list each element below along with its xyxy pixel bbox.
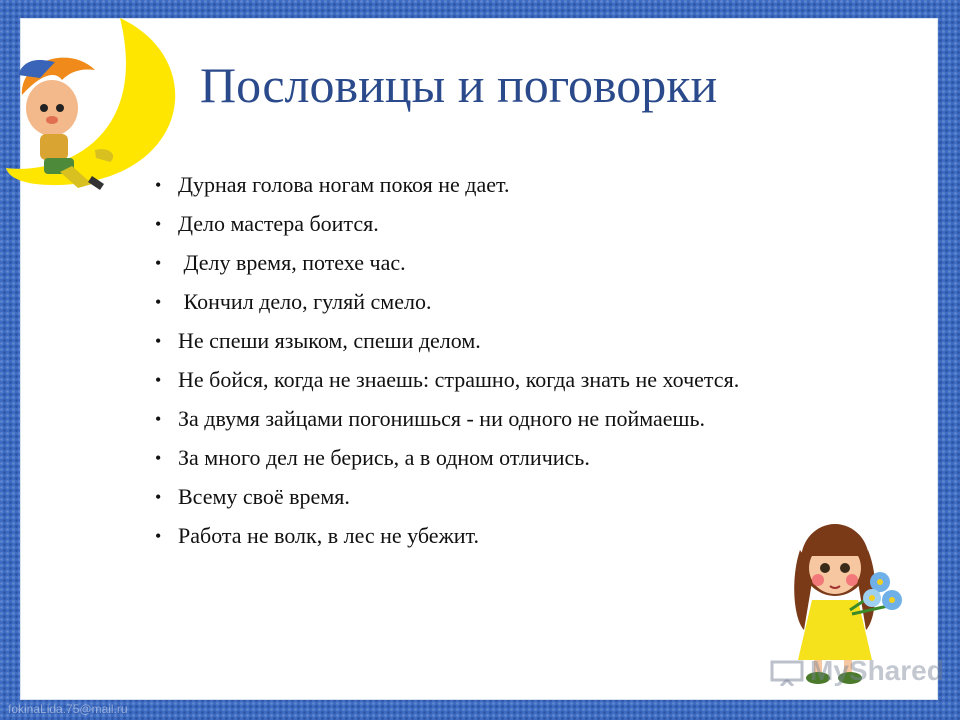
proverb-text: Не спеши языком, спеши делом. bbox=[178, 328, 481, 353]
proverb-text: Кончил дело, гуляй смело. bbox=[178, 289, 432, 314]
list-item bbox=[155, 406, 915, 432]
bullet-icon: • bbox=[155, 331, 162, 351]
bullet-icon: • bbox=[155, 175, 162, 195]
page-title: Пословицы и поговорки bbox=[200, 57, 718, 113]
proverb-text: За двумя зайцами погонишься - ни одного не поймаешь. bbox=[178, 406, 706, 431]
proverb-text: Дело мастера боится. bbox=[178, 211, 379, 236]
list-item bbox=[155, 289, 915, 315]
list-item bbox=[155, 484, 915, 510]
bullet-icon: • bbox=[155, 253, 162, 273]
bullet-icon: • bbox=[155, 409, 162, 429]
list-item bbox=[155, 172, 915, 198]
proverb-text: Всему своё время. bbox=[178, 484, 350, 509]
watermark-logo-text: MyShared bbox=[810, 655, 944, 686]
list-item bbox=[155, 328, 915, 354]
proverb-list bbox=[155, 172, 915, 562]
list-item bbox=[155, 250, 915, 276]
watermark-logo bbox=[770, 655, 944, 687]
list-item bbox=[155, 211, 915, 237]
bullet-icon: • bbox=[155, 526, 162, 546]
list-item bbox=[155, 367, 818, 393]
proverb-text: Работа не волк, в лес не убежит. bbox=[178, 523, 479, 548]
watermark-email: fokinaLida.75@mail.ru bbox=[8, 702, 128, 716]
list-item bbox=[155, 445, 915, 471]
presentation-icon bbox=[770, 656, 804, 686]
bullet-icon: • bbox=[155, 487, 162, 507]
proverb-text: Дурная голова ногам покоя не дает. bbox=[178, 172, 510, 197]
bullet-icon: • bbox=[155, 214, 162, 234]
bullet-icon: • bbox=[155, 448, 162, 468]
proverb-text: Не бойся, когда не знаешь: страшно, когда знать не хочется. bbox=[178, 367, 740, 392]
bullet-icon: • bbox=[155, 370, 162, 390]
bullet-icon: • bbox=[155, 292, 162, 312]
proverb-text: За много дел не берись, а в одном отличись. bbox=[178, 445, 590, 470]
proverb-text: Делу время, потехе час. bbox=[178, 250, 406, 275]
